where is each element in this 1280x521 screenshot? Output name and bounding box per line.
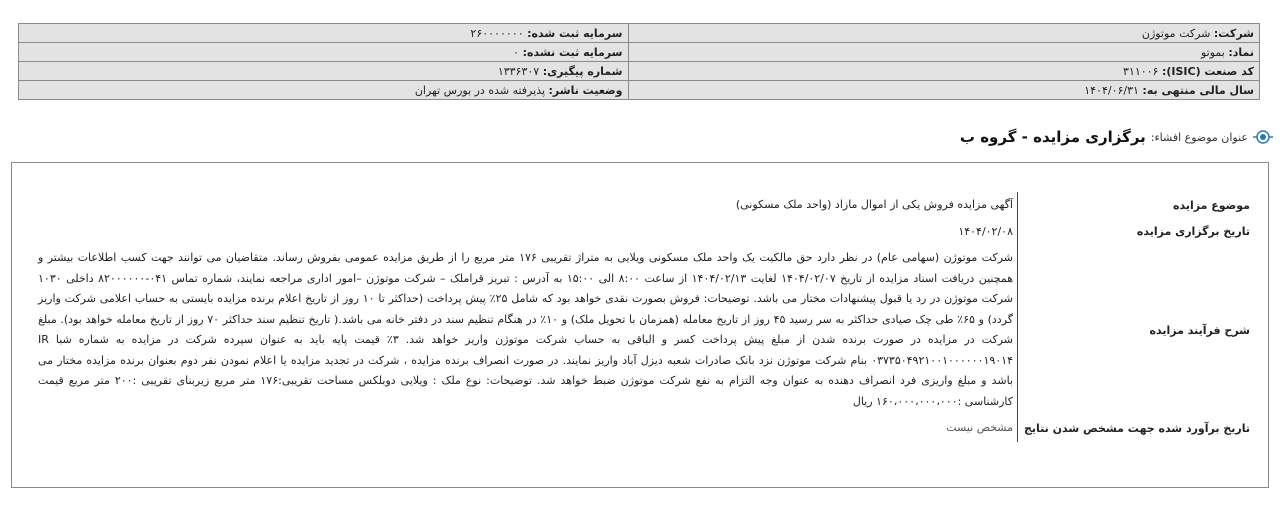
- detail-row: [34, 245, 1254, 415]
- detail-row: [34, 192, 1254, 219]
- info-cell: [19, 43, 629, 62]
- publisher-status-value: پذیرفته شده در بورس تهران: [414, 83, 546, 97]
- info-cell: [19, 81, 629, 100]
- unregistered-capital-label: سرمایه ثبت نشده:: [522, 45, 623, 59]
- info-row: [19, 62, 1260, 81]
- info-cell: [628, 24, 1260, 43]
- company-label: شرکت:: [1213, 26, 1254, 40]
- detail-row: [34, 219, 1254, 246]
- detail-row: [34, 415, 1254, 442]
- info-cell: [628, 81, 1260, 100]
- info-row: [19, 81, 1260, 100]
- disclosure-title-row: [960, 127, 1273, 147]
- auction-date-value: ۱۴۰۴/۰۲/۰۸: [958, 224, 1013, 238]
- company-info-table: [18, 23, 1260, 100]
- auction-date-label: تاریخ برگزاری مزایده: [1018, 219, 1255, 246]
- subject-value: آگهی مزایده فروش یکی از اموال مازاد (واحد ملک مسکونی): [735, 198, 1013, 211]
- unregistered-capital-value: ۰: [513, 45, 520, 59]
- tracking-number-label: شماره پیگیری:: [542, 64, 623, 78]
- publisher-status-label: وضعیت ناشر:: [548, 83, 623, 97]
- fiscal-year-value: ۱۴۰۴/۰۶/۳۱: [1084, 83, 1139, 97]
- info-cell: [19, 24, 629, 43]
- radio-bullet-icon: [1253, 128, 1273, 146]
- results-date-label: تاریخ برآورد شده جهت مشخص شدن نتایج: [1018, 415, 1255, 442]
- disclosure-title: برگزاری مزایده - گروه ب: [959, 128, 1146, 146]
- process-label: شرح فرآیند مزایده: [1018, 245, 1255, 415]
- disclosure-title-label: عنوان موضوع افشاء:: [1150, 130, 1248, 144]
- fiscal-year-label: سال مالی منتهی به:: [1142, 83, 1254, 97]
- info-row: [19, 24, 1260, 43]
- symbol-value: بموتو: [1200, 45, 1225, 59]
- results-date-value: مشخص نیست: [946, 421, 1013, 434]
- registered-capital-label: سرمایه ثبت شده:: [527, 26, 623, 40]
- subject-label: موضوع مزایده: [1018, 192, 1255, 219]
- company-value: شرکت موتوژن: [1141, 26, 1211, 40]
- auction-details-table: [34, 192, 1254, 442]
- process-value: شرکت موتوژن (سهامی عام) در نظر دارد حق مالکیت یک واحد ملک مسکونی ویلایی به متراژ تقریبی ۱۷۶ متر مربع را از طریق مزایده عمومی بفروش رساند. متقاضیان می توانند جهت کسب اطلاعات بیشتر و همچنین دریافت اسناد مزایده از تاریخ ۱۴۰۴/۰۲/۰۷ لغایت ۱۴۰۴/۰۲/۱۳ از ساعت ۸:۰۰ الی ۱۵:۰۰ به آدرس : تبریز قراملک – شرکت موتوژن –امور اداری مراجعه نمایند، شماره تماس ۰۴۱-۸۲۰۰۰۰۰۰ داخلی ۱۰۳۰ شرکت موتوژن در رد یا قبول پیشنهادات مختار می باشد. توضیحات: فروش بصورت نقدی خواهد بود که شامل ۲۵٪ پیش پرداخت (حداکثر تا ۱۰ روز از تاریخ اعلام برنده مزایده بایستی به حساب اعلامی شرکت واریز گردد) و ۶۵٪ طی چک صیادی حداکثر به سر رسید ۴۵ روز از تاریخ معامله (همزمان با تحویل ملک) و ۱۰٪ در هنگام تنظیم سند در دفتر خانه می باشد.( تاریخ تنظیم سند حداکثر ۷۰ روز از تاریخ معامله خواهد بود). مبلغ شرکت در مزایده در صورت برنده شدن از مبلغ پیش پرداخت کسر و الباقی به حساب شرکت موتوژن واریز خواهد شد. ۳٪ قیمت پایه باید به عنوان سپرده شرکت در مزایده به شماره شبا IR ۰۳۷۳۵۰۴۹۲۱۰۰۱۰۰۰۰۰۰۱۹۰۱۴ بنام شرکت موتوژن نزد بانک صادرات شعبه دیزل آباد واریز نمایند. در صورت انصراف برنده مزایده ، شرکت در تجدید مزایده یا اعلام نمودن نفر دوم بعنوان برنده مزایده مختار می باشد و مبلغ واریزی فرد انصراف دهنده به عنوان وجه التزام به نفع شرکت موتوژن ضبط خواهد شد. توضیحات: نوع ملک : ویلایی دوبلکس مساحت تقریبی:۱۷۶ متر مربع زیربنای تقریبی :۲۰۰ متر مربع قیمت کارشناسی :۱۶۰،۰۰۰،۰۰۰،۰۰۰ ریال: [38, 251, 1014, 408]
- tracking-number-value: ۱۳۳۶۳۰۷: [497, 64, 540, 78]
- symbol-label: نماد:: [1228, 45, 1254, 59]
- registered-capital-value: ۲۶۰۰۰۰۰۰۰: [470, 26, 524, 40]
- info-cell: [628, 43, 1260, 62]
- info-cell: [628, 62, 1260, 81]
- info-row: [19, 43, 1260, 62]
- auction-details-panel: [11, 162, 1269, 488]
- isic-label: کد صنعت (ISIC):: [1161, 64, 1254, 78]
- isic-value: ۳۱۱۰۰۶: [1123, 64, 1159, 78]
- info-cell: [19, 62, 629, 81]
